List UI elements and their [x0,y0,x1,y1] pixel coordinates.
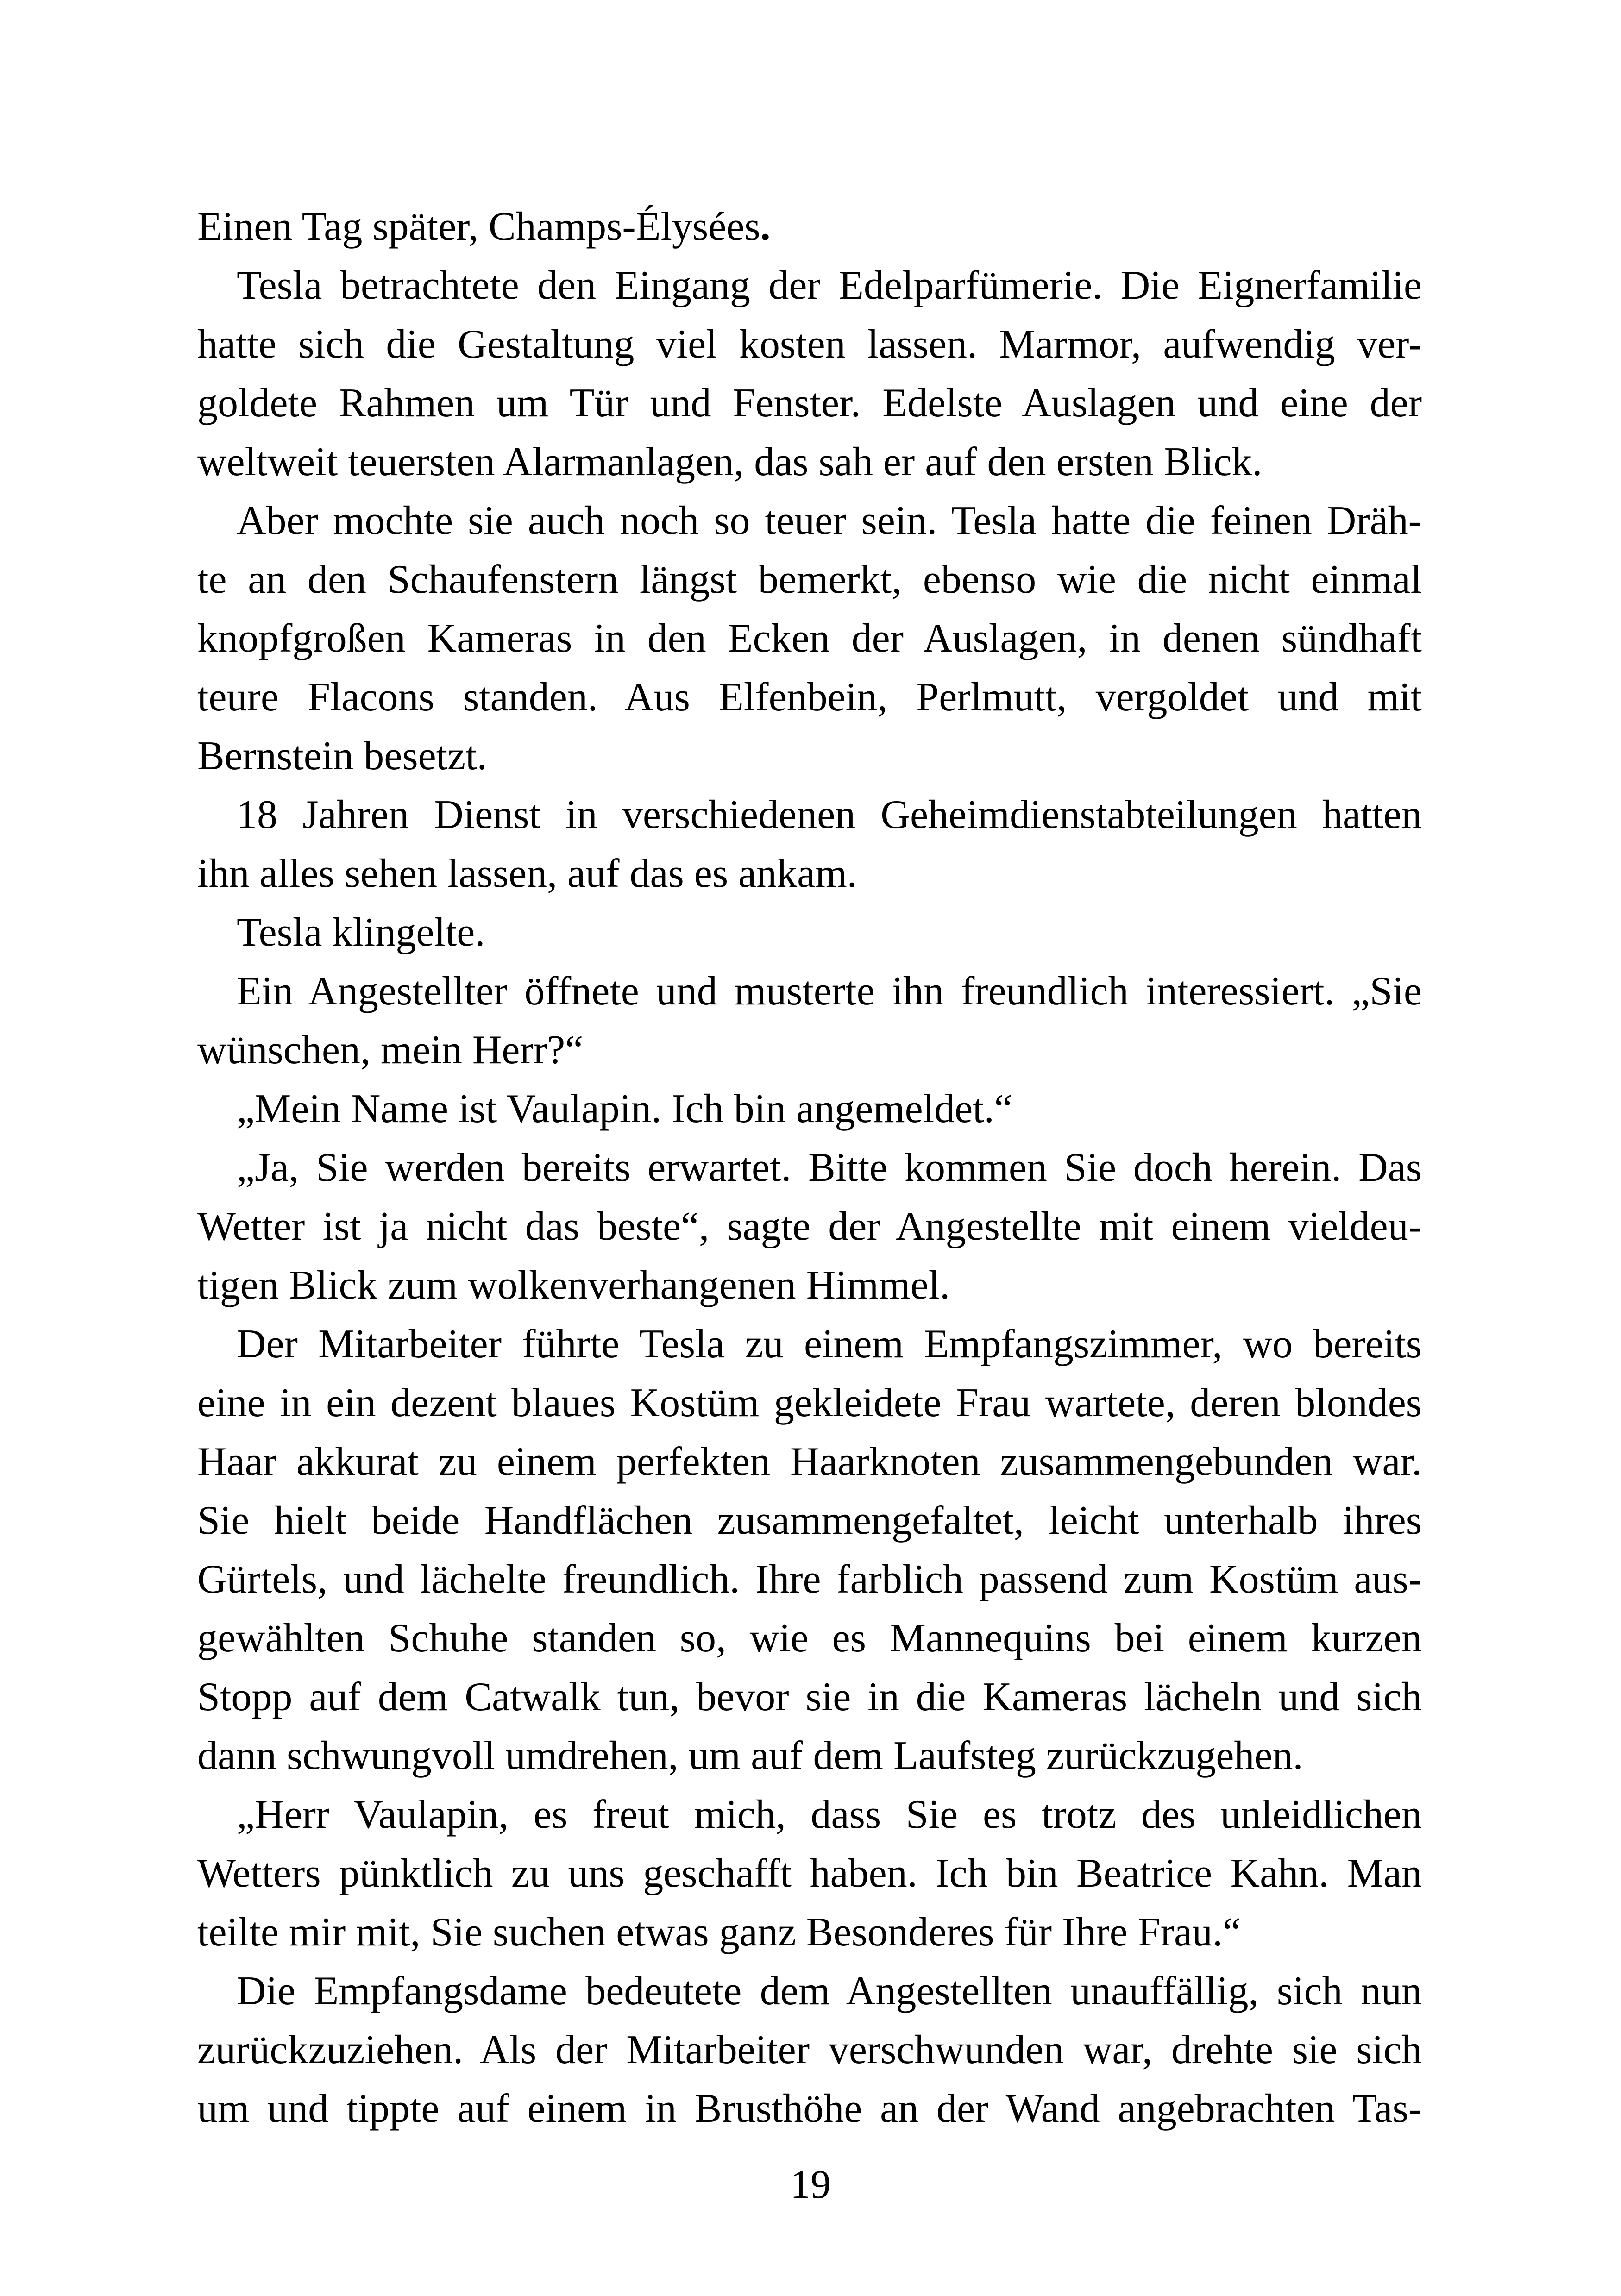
text-line: „Mein Name ist Vaulapin. Ich bin angemeldet.“ [237,1086,1012,1131]
text-line: te an den Schaufenstern längst bemerkt, ebenso wie die nicht einmal [197,557,1422,602]
paragraph [197,197,1422,256]
page-number: 19 [790,2162,831,2207]
text-line: Gürtels, und lächelte freundlich. Ihre farblich passend zum Kostüm aus- [197,1557,1422,1602]
paragraph [197,491,1422,785]
text-line: dann schwungvoll umdrehen, um auf dem Laufsteg zurückzugehen. [197,1733,1303,1778]
text-line: teure Flacons standen. Aus Elfenbein, Perlmutt, vergoldet und mit [197,675,1422,720]
paragraph [197,1079,1422,1138]
paragraph [197,962,1422,1079]
text-line: Aber mochte sie auch noch so teuer sein. Tesla hatte die feinen Dräh- [237,498,1422,543]
text-line: „Ja, Sie werden bereits erwartet. Bitte kommen Sie doch herein. Das [237,1145,1422,1190]
text-line: um und tippte auf einem in Brusthöhe an der Wand angebrachten Tas- [197,2086,1422,2131]
paragraph [197,785,1422,903]
text-line: goldete Rahmen um Tür und Fenster. Edelste Auslagen und eine der [197,381,1422,426]
paragraph [197,256,1422,491]
text-line: Bernstein besetzt. [197,734,487,778]
text-line: weltweit teuersten Alarmanlagen, das sah er auf den ersten Blick. [197,439,1263,484]
text-line: Der Mitarbeiter führte Tesla zu einem Empfangszimmer, wo bereits [237,1322,1422,1367]
text-line: tigen Blick zum wolkenverhangenen Himmel. [197,1263,950,1308]
text-line: zurückzuziehen. Als der Mitarbeiter verschwunden war, drehte sie sich [197,2027,1422,2072]
text-line: Haar akkurat zu einem perfekten Haarknoten zusammengebunden war. [197,1439,1422,1484]
text-line: Tesla betrachtete den Eingang der Edelparfümerie. Die Eignerfamilie [237,263,1422,308]
line-text: Einen Tag später, Champs-Élysées [197,204,760,249]
text-line: Stopp auf dem Catwalk tun, bevor sie in die Kameras lächeln und sich [197,1675,1422,1719]
text-line: knopfgroßen Kameras in den Ecken der Auslagen, in denen sündhaft [197,616,1422,661]
text-line: Wetters pünktlich zu uns geschafft haben. Ich bin Beatrice Kahn. Man [197,1851,1422,1896]
text-line: Tesla klingelte. [237,910,485,955]
paragraph [197,1138,1422,1315]
text-line: Ein Angestellter öffnete und musterte ihn freundlich interessiert. „Sie [237,969,1422,1014]
text-line: wünschen, mein Herr?“ [197,1028,584,1073]
text-line: gewählten Schuhe standen so, wie es Mannequins bei einem kurzen [197,1616,1422,1661]
paragraph [197,1785,1422,1962]
text-line: Wetter ist ja nicht das beste“, sagte der Angestellte mit einem vieldeu- [197,1204,1422,1249]
text-line: Die Empfangsdame bedeutete dem Angestellten unauffällig, sich nun [237,1969,1422,2014]
text-line: hatte sich die Gestaltung viel kosten lassen. Marmor, aufwendig ver- [197,322,1422,367]
text-block [197,197,1422,2138]
text-line: ihn alles sehen lassen, auf das es ankam. [197,851,857,896]
paragraph [197,1315,1422,1785]
text-line [197,197,1422,256]
text-line: „Herr Vaulapin, es freut mich, dass Sie es trotz des unleidlichen [237,1792,1422,1837]
text-line: eine in ein dezent blaues Kostüm gekleidete Frau wartete, deren blondes [197,1380,1422,1425]
text-line: teilte mir mit, Sie suchen etwas ganz Besonderes für Ihre Frau.“ [197,1910,1241,1955]
paragraph [197,1962,1422,2138]
paragraph [197,903,1422,962]
text-line: Sie hielt beide Handflächen zusammengefaltet, leicht unterhalb ihres [197,1498,1422,1543]
bold-period: . [760,204,771,249]
text-line: 18 Jahren Dienst in verschiedenen Geheimdienstabteilungen hatten [237,792,1422,837]
